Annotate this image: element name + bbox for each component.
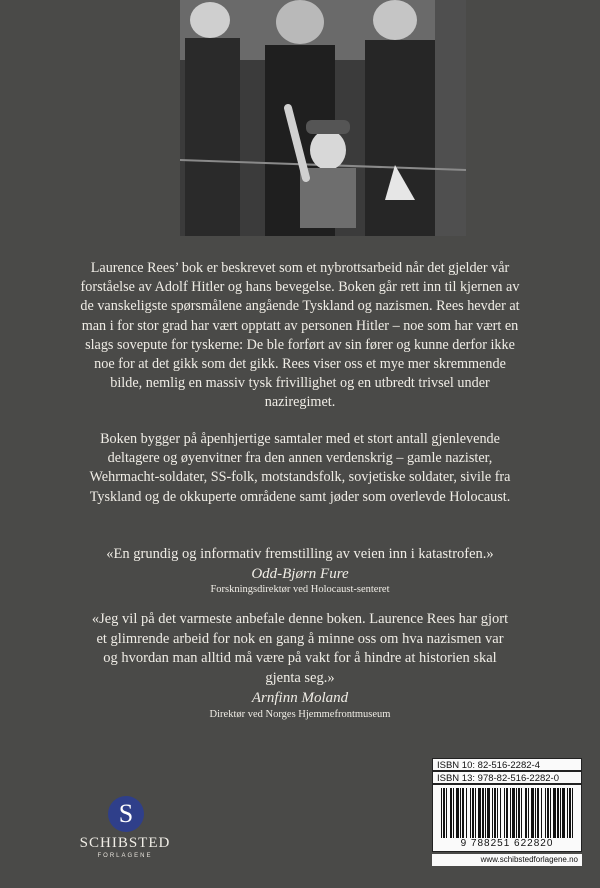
isbn-10: ISBN 10: 82-516-2282-4 [432, 758, 582, 771]
quote-1 [80, 545, 520, 596]
quote-2 [90, 610, 510, 721]
quote-1-text: «En grundig og informativ fremstilling av veien inn i katastrofen.» [106, 546, 494, 562]
cover-photo [180, 0, 466, 236]
quote-2-author: Arnfinn Moland [251, 690, 349, 706]
quote-1-author: Odd-Bjørn Fure [251, 566, 349, 582]
quote-2-role: Direktør ved Norges Hjemmefrontmuseum [209, 708, 391, 720]
publisher-name: SCHIBSTED [79, 835, 171, 851]
barcode-number: 9 788251 622820 [460, 838, 554, 849]
quote-1-role: Forskningsdirektør ved Holocaust-senteret [210, 584, 390, 595]
publisher-logo-icon: S [108, 796, 144, 832]
publisher-website: www.schibstedforlagene.no [432, 854, 582, 866]
crowd-photo-illustration [180, 0, 466, 236]
barcode-icon [437, 788, 577, 838]
description-paragraph-1: Laurence Rees’ bok er beskrevet som et nybrottsarbeid når det gjelder vår forståelse av Adolf Hitler og hans bevegelse. Boken går rett inn til kjernen av de vanskeligste spørsmålene angående Tyskland og nazismen. Rees hevder at man i for stor grad har vært opptatt av personen Hitler – noe som har vært en slags sovepute for tyskerne: De ble forført av sin fører og kunne derfor ikke noe for at det gikk som det gikk. Rees viser oss et mye mer skremmende bilde, nemlig en massiv tysk frivillighet og en utbredt trivsel under naziregimet. [80, 260, 520, 411]
barcode [432, 784, 582, 852]
description-paragraph-2: Boken bygger på åpenhjertige samtaler med et stort antall gjenlevende deltagere og øyenvitner fra den annen verdenskrig – gamle nazister, Wehrmacht-soldater, SS-folk, motstandsfolk, sovjetiske soldater, sivile fra Tyskland og de okkuperte områdene samt jøder som overlevde Holocaust. [89, 431, 511, 505]
quote-2-text: «Jeg vil på det varmeste anbefale denne boken. Laurence Rees har gjort et glimrende arbeid for nok en gang å minne oss om hva nazismen var og hvordan man alltid må være på vakt for å hindre at historien skal gjenta seg.» [91, 611, 509, 686]
publisher-subname: FORLAGENE [97, 853, 153, 859]
isbn-13: ISBN 13: 978-82-516-2282-0 [432, 771, 582, 784]
